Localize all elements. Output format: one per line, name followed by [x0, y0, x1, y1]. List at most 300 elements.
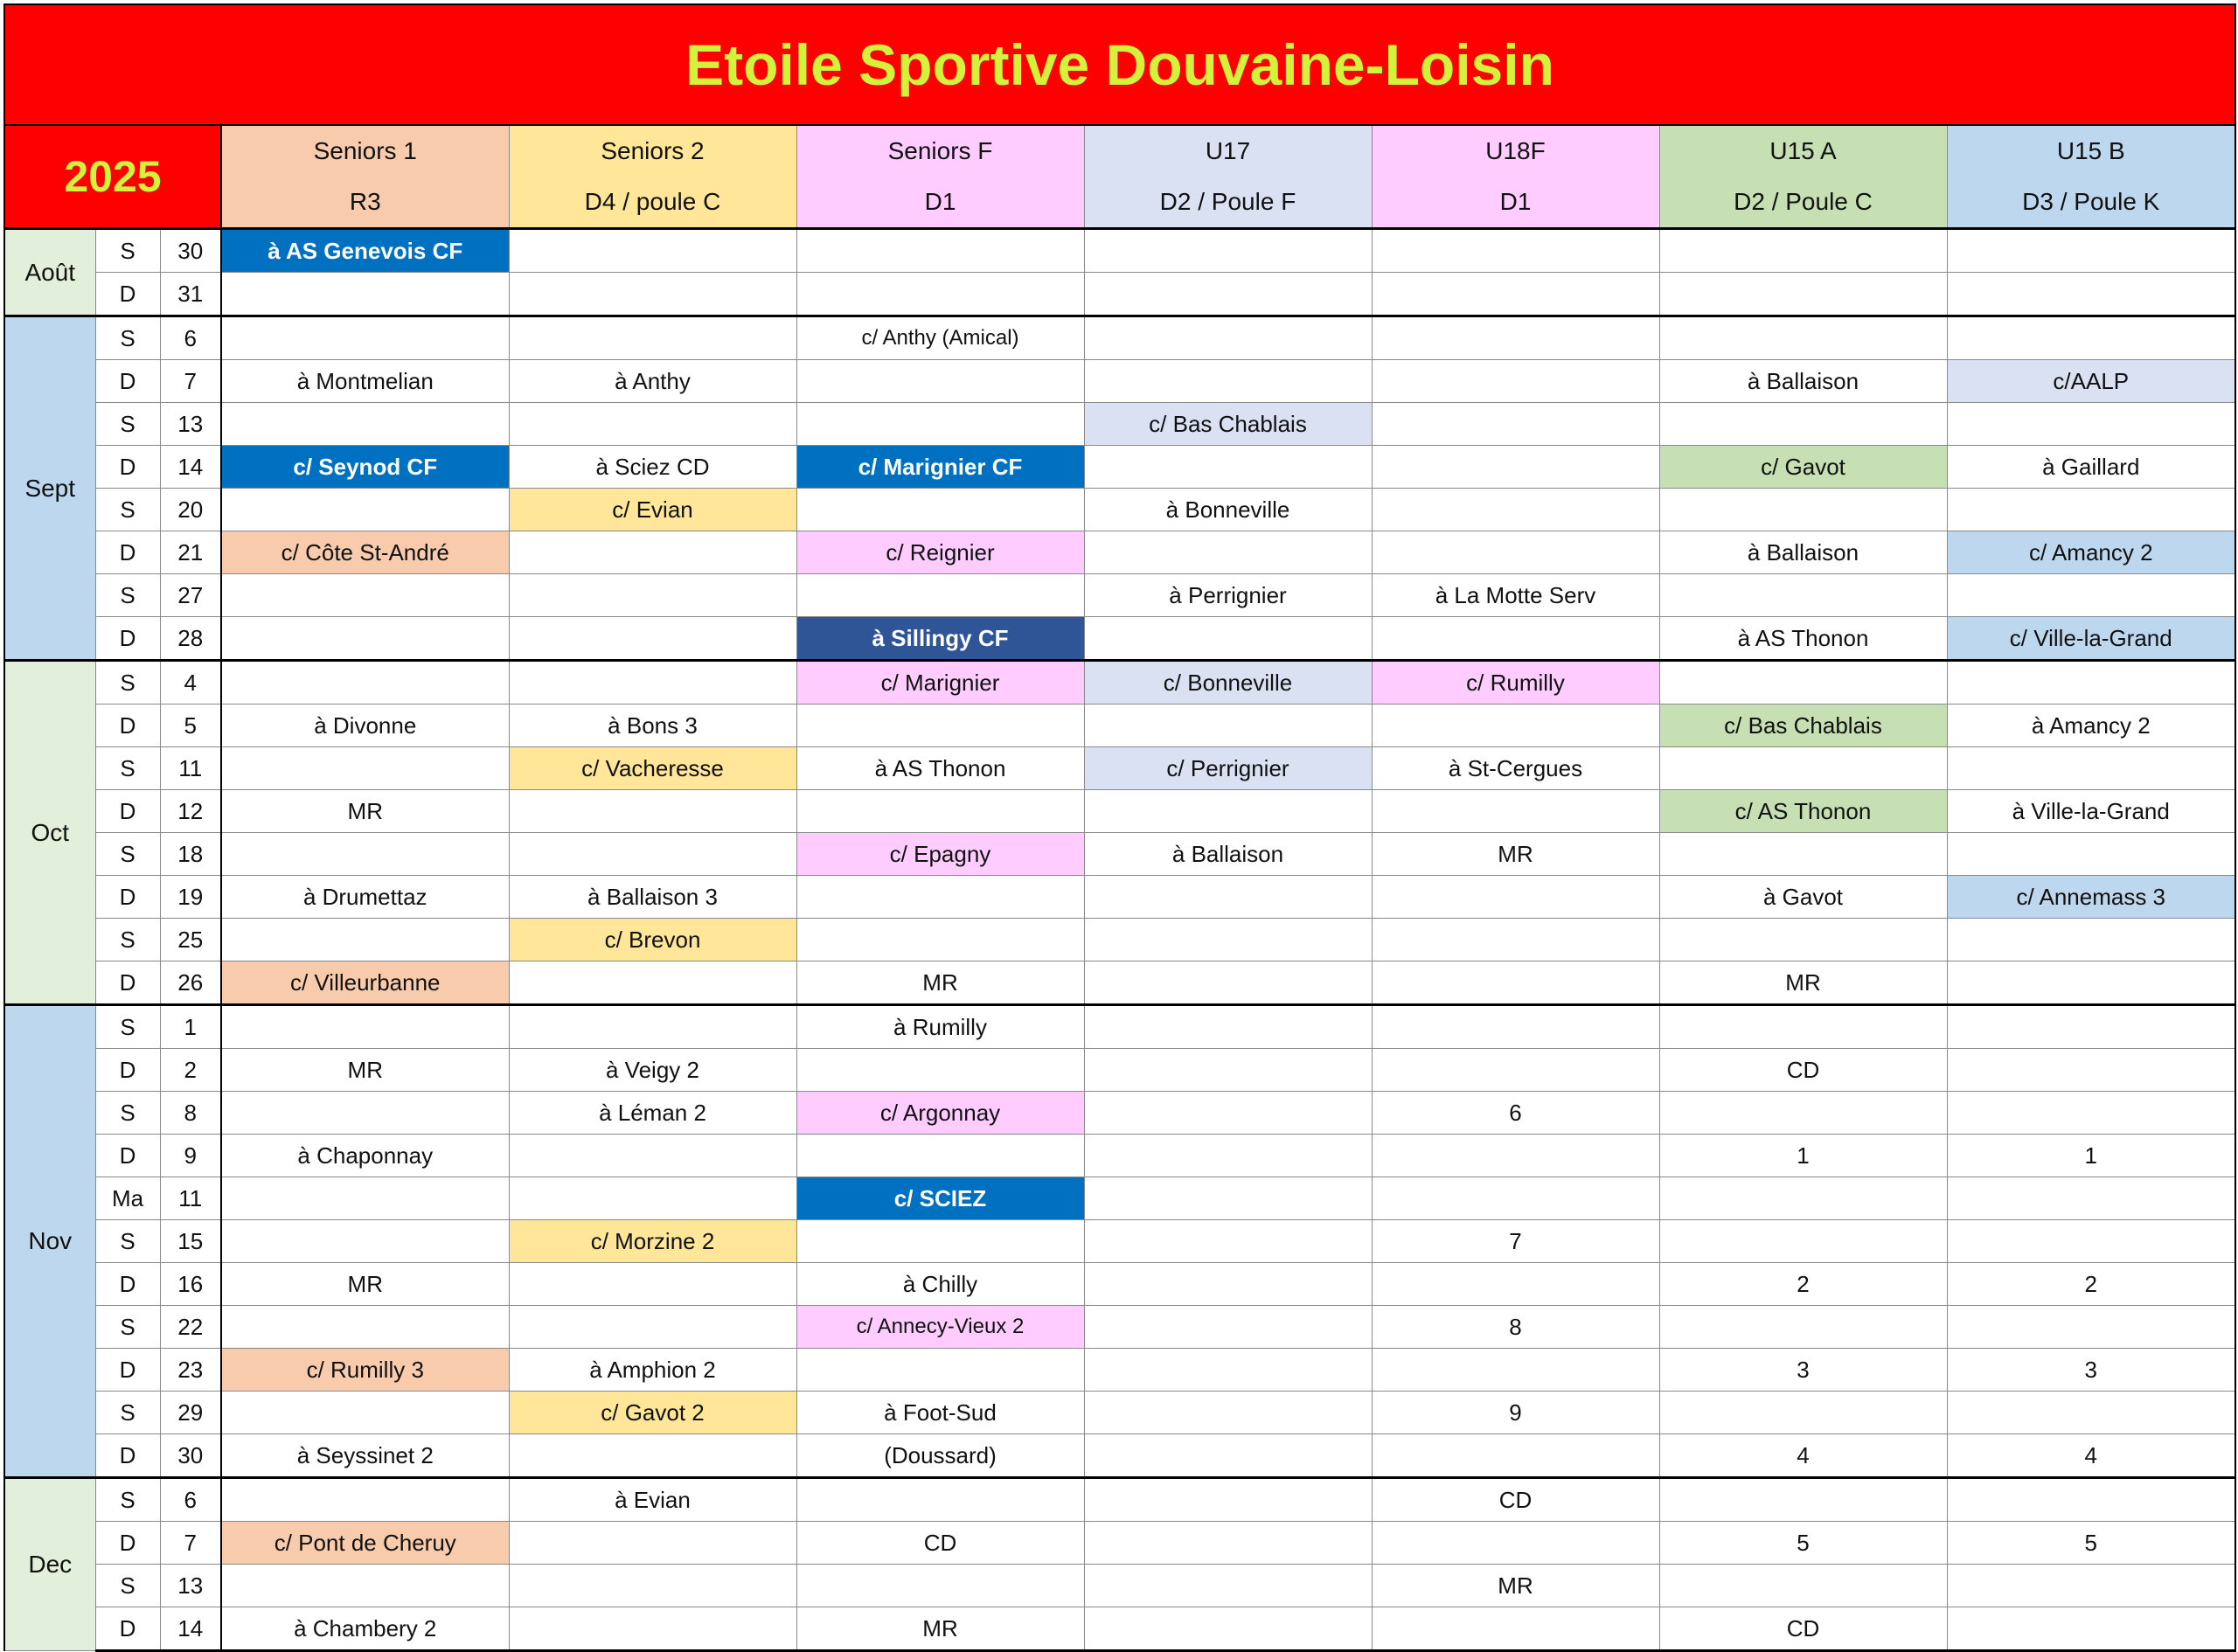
match-cell [796, 1135, 1084, 1177]
match-cell [1947, 574, 2235, 617]
date-cell: 4 [160, 661, 221, 705]
match-cell: MR [221, 1263, 509, 1306]
match-cell [221, 1177, 509, 1220]
match-cell: 3 [1947, 1349, 2235, 1392]
weekday-cell: D [95, 790, 160, 833]
match-cell: c/ Villeurbanne [221, 961, 509, 1005]
match-cell [1947, 833, 2235, 876]
match-cell: c/ Vacheresse [509, 747, 796, 790]
match-cell [1372, 1263, 1659, 1306]
date-cell: 6 [160, 316, 221, 360]
month-label: Dec [4, 1478, 95, 1651]
match-cell [796, 273, 1084, 316]
schedule-row [4, 1263, 2235, 1306]
match-cell [1372, 1177, 1659, 1220]
schedule-row [4, 1220, 2235, 1263]
match-cell [1947, 661, 2235, 705]
match-cell [1372, 1005, 1659, 1049]
match-cell: à Ballaison 3 [509, 876, 796, 919]
date-cell: 20 [160, 489, 221, 531]
match-cell [1084, 1478, 1372, 1522]
date-cell: 28 [160, 617, 221, 661]
match-cell [1947, 1005, 2235, 1049]
match-cell [1372, 617, 1659, 661]
weekday-cell: S [95, 919, 160, 961]
match-cell: 7 [1372, 1220, 1659, 1263]
date-cell: 14 [160, 446, 221, 489]
match-cell [1372, 919, 1659, 961]
match-cell: c/ Rumilly [1372, 661, 1659, 705]
match-cell [796, 229, 1084, 273]
match-cell [509, 531, 796, 574]
team-header-division: D1 [1372, 177, 1659, 229]
match-cell [1372, 1607, 1659, 1651]
date-cell: 27 [160, 574, 221, 617]
match-cell [1372, 790, 1659, 833]
match-cell [1372, 1522, 1659, 1565]
match-cell: 3 [1659, 1349, 1947, 1392]
date-cell: 1 [160, 1005, 221, 1049]
match-cell [1947, 1392, 2235, 1434]
match-cell: c/ Rumilly 3 [221, 1349, 509, 1392]
match-cell [221, 1005, 509, 1049]
match-cell: à Veigy 2 [509, 1049, 796, 1092]
team-header-division: D2 / Poule C [1659, 177, 1947, 229]
match-cell [1084, 1349, 1372, 1392]
team-header-division: D4 / poule C [509, 177, 796, 229]
match-cell [1372, 531, 1659, 574]
team-header-division: D3 / Poule K [1947, 177, 2235, 229]
match-cell [1659, 273, 1947, 316]
match-cell: à AS Thonon [796, 747, 1084, 790]
match-cell: à Foot-Sud [796, 1392, 1084, 1434]
match-cell [1372, 360, 1659, 403]
date-cell: 7 [160, 1522, 221, 1565]
schedule-row [4, 919, 2235, 961]
date-cell: 26 [160, 961, 221, 1005]
weekday-cell: S [95, 661, 160, 705]
match-cell [1084, 961, 1372, 1005]
match-cell: à St-Cergues [1372, 747, 1659, 790]
weekday-cell: D [95, 1349, 160, 1392]
match-cell [796, 919, 1084, 961]
match-cell [509, 961, 796, 1005]
match-cell [1947, 747, 2235, 790]
match-cell: à Chaponnay [221, 1135, 509, 1177]
match-cell: 5 [1947, 1522, 2235, 1565]
match-cell [1947, 489, 2235, 531]
schedule-row [4, 446, 2235, 489]
match-cell: MR [221, 790, 509, 833]
match-cell [1947, 273, 2235, 316]
match-cell [1084, 316, 1372, 360]
weekday-cell: S [95, 747, 160, 790]
schedule-row [4, 1092, 2235, 1135]
schedule-row [4, 1392, 2235, 1434]
match-cell: c/ Anthy (Amical) [796, 316, 1084, 360]
schedule-row [4, 1177, 2235, 1220]
weekday-cell: D [95, 360, 160, 403]
match-cell [221, 747, 509, 790]
match-cell: à Ballaison [1084, 833, 1372, 876]
schedule-row [4, 876, 2235, 919]
match-cell [796, 1220, 1084, 1263]
match-cell [1372, 229, 1659, 273]
match-cell [1372, 273, 1659, 316]
date-cell: 12 [160, 790, 221, 833]
date-cell: 23 [160, 1349, 221, 1392]
match-cell: c/ Marignier CF [796, 446, 1084, 489]
match-cell [1659, 1565, 1947, 1607]
match-cell: c/ Perrignier [1084, 747, 1372, 790]
match-cell [1947, 229, 2235, 273]
match-cell: à Gavot [1659, 876, 1947, 919]
schedule-row [4, 360, 2235, 403]
match-cell [1659, 574, 1947, 617]
match-cell [1947, 1478, 2235, 1522]
match-cell [1659, 1092, 1947, 1135]
match-cell [221, 403, 509, 446]
match-cell: c/ AS Thonon [1659, 790, 1947, 833]
match-cell [1084, 1434, 1372, 1478]
match-cell [796, 403, 1084, 446]
date-cell: 6 [160, 1478, 221, 1522]
match-cell [796, 1565, 1084, 1607]
match-cell: c/ SCIEZ [796, 1177, 1084, 1220]
date-cell: 21 [160, 531, 221, 574]
match-cell: c/ Amancy 2 [1947, 531, 2235, 574]
match-cell: c/ Annemass 3 [1947, 876, 2235, 919]
match-cell: MR [1372, 1565, 1659, 1607]
match-cell [1659, 1220, 1947, 1263]
match-cell: à Ballaison [1659, 360, 1947, 403]
date-cell: 7 [160, 360, 221, 403]
match-cell: 9 [1372, 1392, 1659, 1434]
match-cell [1947, 1049, 2235, 1092]
match-cell: à Sciez CD [509, 446, 796, 489]
match-cell: MR [1372, 833, 1659, 876]
date-cell: 19 [160, 876, 221, 919]
match-cell [221, 661, 509, 705]
match-cell [509, 1135, 796, 1177]
match-cell [509, 1607, 796, 1651]
match-cell: à AS Thonon [1659, 617, 1947, 661]
schedule-table [3, 3, 2236, 1652]
schedule-row [4, 1607, 2235, 1651]
weekday-cell: S [95, 316, 160, 360]
match-cell [1659, 1306, 1947, 1349]
match-cell: à Montmelian [221, 360, 509, 403]
match-cell [1659, 919, 1947, 961]
match-cell: c/ Annecy-Vieux 2 [796, 1306, 1084, 1349]
team-header-division: R3 [221, 177, 509, 229]
match-cell: à Bons 3 [509, 705, 796, 747]
match-cell [1084, 617, 1372, 661]
weekday-cell: Ma [95, 1177, 160, 1220]
match-cell [1084, 273, 1372, 316]
match-cell [796, 1049, 1084, 1092]
match-cell [509, 273, 796, 316]
weekday-cell: S [95, 1306, 160, 1349]
date-cell: 25 [160, 919, 221, 961]
match-cell [1372, 446, 1659, 489]
match-cell [1084, 446, 1372, 489]
match-cell [509, 1263, 796, 1306]
match-cell [509, 617, 796, 661]
match-cell [1084, 919, 1372, 961]
match-cell: à Sillingy CF [796, 617, 1084, 661]
date-cell: 13 [160, 1565, 221, 1607]
date-cell: 29 [160, 1392, 221, 1434]
weekday-cell: S [95, 489, 160, 531]
match-cell: à Léman 2 [509, 1092, 796, 1135]
match-cell [1372, 1049, 1659, 1092]
date-cell: 22 [160, 1306, 221, 1349]
weekday-cell: S [95, 1392, 160, 1434]
match-cell [1372, 316, 1659, 360]
schedule-row [4, 1565, 2235, 1607]
match-cell [1659, 1177, 1947, 1220]
weekday-cell: D [95, 876, 160, 919]
match-cell [509, 1522, 796, 1565]
match-cell [1084, 705, 1372, 747]
match-cell [1084, 876, 1372, 919]
weekday-cell: S [95, 229, 160, 273]
match-cell: c/ Bonneville [1084, 661, 1372, 705]
match-cell: à Ballaison [1659, 531, 1947, 574]
match-cell [221, 574, 509, 617]
weekday-cell: D [95, 1434, 160, 1478]
schedule-row [4, 531, 2235, 574]
match-cell: MR [796, 961, 1084, 1005]
weekday-cell: D [95, 961, 160, 1005]
match-cell [509, 1177, 796, 1220]
match-cell [1372, 1434, 1659, 1478]
match-cell: (Doussard) [796, 1434, 1084, 1478]
date-cell: 5 [160, 705, 221, 747]
match-cell [1372, 1135, 1659, 1177]
team-header-division: D2 / Poule F [1084, 177, 1372, 229]
weekday-cell: S [95, 833, 160, 876]
match-cell: c/ Seynod CF [221, 446, 509, 489]
match-cell [796, 790, 1084, 833]
month-label: Sept [4, 316, 95, 661]
match-cell [221, 1392, 509, 1434]
match-cell: à Perrignier [1084, 574, 1372, 617]
schedule-row [4, 833, 2235, 876]
month-label: Août [4, 229, 95, 316]
match-cell [1084, 1306, 1372, 1349]
match-cell [1372, 403, 1659, 446]
match-cell [1947, 403, 2235, 446]
match-cell: 8 [1372, 1306, 1659, 1349]
match-cell: à Amphion 2 [509, 1349, 796, 1392]
schedule-row [4, 747, 2235, 790]
schedule-row [4, 316, 2235, 360]
match-cell [509, 1306, 796, 1349]
match-cell: à Ville-la-Grand [1947, 790, 2235, 833]
weekday-cell: D [95, 617, 160, 661]
match-cell: à Evian [509, 1478, 796, 1522]
date-cell: 2 [160, 1049, 221, 1092]
schedule-row [4, 790, 2235, 833]
match-cell [1372, 961, 1659, 1005]
match-cell: à La Motte Serv [1372, 574, 1659, 617]
team-header-name: Seniors 2 [509, 125, 796, 177]
match-cell [1372, 876, 1659, 919]
match-cell: CD [1372, 1478, 1659, 1522]
match-cell: à Seyssinet 2 [221, 1434, 509, 1478]
team-header-division: D1 [796, 177, 1084, 229]
match-cell [221, 617, 509, 661]
match-cell [1084, 1177, 1372, 1220]
weekday-cell: D [95, 1049, 160, 1092]
weekday-cell: S [95, 1478, 160, 1522]
schedule-row [4, 1049, 2235, 1092]
date-cell: 13 [160, 403, 221, 446]
date-cell: 30 [160, 1434, 221, 1478]
match-cell [221, 1220, 509, 1263]
match-cell [1947, 1177, 2235, 1220]
match-cell [1659, 1478, 1947, 1522]
weekday-cell: D [95, 1263, 160, 1306]
match-cell [1947, 1565, 2235, 1607]
match-cell [221, 273, 509, 316]
match-cell: à Anthy [509, 360, 796, 403]
match-cell: c/AALP [1947, 360, 2235, 403]
match-cell [1947, 919, 2235, 961]
match-cell [1947, 1092, 2235, 1135]
date-cell: 15 [160, 1220, 221, 1263]
weekday-cell: D [95, 273, 160, 316]
match-cell [1084, 1392, 1372, 1434]
weekday-cell: D [95, 446, 160, 489]
match-cell: c/ Morzine 2 [509, 1220, 796, 1263]
match-cell [1084, 1263, 1372, 1306]
team-header-name: U18F [1372, 125, 1659, 177]
schedule-row [4, 1349, 2235, 1392]
match-cell [1659, 1005, 1947, 1049]
schedule-row [4, 1522, 2235, 1565]
match-cell: 5 [1659, 1522, 1947, 1565]
match-cell: à Rumilly [796, 1005, 1084, 1049]
match-cell: c/ Evian [509, 489, 796, 531]
match-cell: c/ Argonnay [796, 1092, 1084, 1135]
match-cell: c/ Bas Chablais [1084, 403, 1372, 446]
schedule-row [4, 1306, 2235, 1349]
date-cell: 30 [160, 229, 221, 273]
team-header-name: U17 [1084, 125, 1372, 177]
match-cell: à AS Genevois CF [221, 229, 509, 273]
match-cell: CD [1659, 1607, 1947, 1651]
match-cell [1084, 1005, 1372, 1049]
match-cell [1084, 229, 1372, 273]
match-cell [796, 574, 1084, 617]
match-cell: à Chilly [796, 1263, 1084, 1306]
match-cell: 2 [1659, 1263, 1947, 1306]
match-cell: c/ Epagny [796, 833, 1084, 876]
date-cell: 16 [160, 1263, 221, 1306]
match-cell: 4 [1659, 1434, 1947, 1478]
match-cell: c/ Côte St-André [221, 531, 509, 574]
match-cell: à Divonne [221, 705, 509, 747]
schedule-row [4, 1005, 2235, 1049]
match-cell [1372, 1349, 1659, 1392]
date-cell: 18 [160, 833, 221, 876]
schedule-row [4, 403, 2235, 446]
weekday-cell: S [95, 403, 160, 446]
match-cell [1084, 1565, 1372, 1607]
schedule-row [4, 961, 2235, 1005]
match-cell [509, 574, 796, 617]
match-cell: à Amancy 2 [1947, 705, 2235, 747]
schedule-row [4, 229, 2235, 273]
match-cell: c/ Marignier [796, 661, 1084, 705]
match-cell [1659, 833, 1947, 876]
match-cell [509, 403, 796, 446]
match-cell [1084, 360, 1372, 403]
match-cell [1659, 229, 1947, 273]
match-cell [1659, 489, 1947, 531]
match-cell [1659, 661, 1947, 705]
match-cell [221, 1565, 509, 1607]
schedule-row [4, 661, 2235, 705]
match-cell: 1 [1659, 1135, 1947, 1177]
match-cell: MR [796, 1607, 1084, 1651]
match-cell [1084, 1607, 1372, 1651]
page-title: Etoile Sportive Douvaine-Loisin [4, 4, 2235, 125]
match-cell: c/ Bas Chablais [1659, 705, 1947, 747]
date-cell: 11 [160, 1177, 221, 1220]
match-cell: à Drumettaz [221, 876, 509, 919]
weekday-cell: D [95, 705, 160, 747]
match-cell [1659, 1392, 1947, 1434]
match-cell [221, 489, 509, 531]
match-cell [796, 489, 1084, 531]
match-cell: à Chambery 2 [221, 1607, 509, 1651]
match-cell: à Bonneville [1084, 489, 1372, 531]
match-cell: MR [1659, 961, 1947, 1005]
schedule-row [4, 1135, 2235, 1177]
match-cell [509, 1005, 796, 1049]
season-year: 2025 [4, 125, 221, 229]
match-cell [509, 1565, 796, 1607]
match-cell [796, 1478, 1084, 1522]
weekday-cell: D [95, 1135, 160, 1177]
match-cell [1084, 1092, 1372, 1135]
schedule-row [4, 705, 2235, 747]
match-cell [1659, 747, 1947, 790]
match-cell [509, 833, 796, 876]
team-header-name: Seniors F [796, 125, 1084, 177]
match-cell: CD [796, 1522, 1084, 1565]
date-cell: 11 [160, 747, 221, 790]
match-cell [796, 876, 1084, 919]
team-header-name: Seniors 1 [221, 125, 509, 177]
month-label: Oct [4, 661, 95, 1005]
weekday-cell: S [95, 1565, 160, 1607]
match-cell: CD [1659, 1049, 1947, 1092]
match-cell: 6 [1372, 1092, 1659, 1135]
schedule-row [4, 1434, 2235, 1478]
match-cell [1084, 531, 1372, 574]
match-cell [509, 316, 796, 360]
match-cell: MR [221, 1049, 509, 1092]
weekday-cell: S [95, 1220, 160, 1263]
match-cell [509, 1434, 796, 1478]
date-cell: 8 [160, 1092, 221, 1135]
match-cell [1947, 1607, 2235, 1651]
